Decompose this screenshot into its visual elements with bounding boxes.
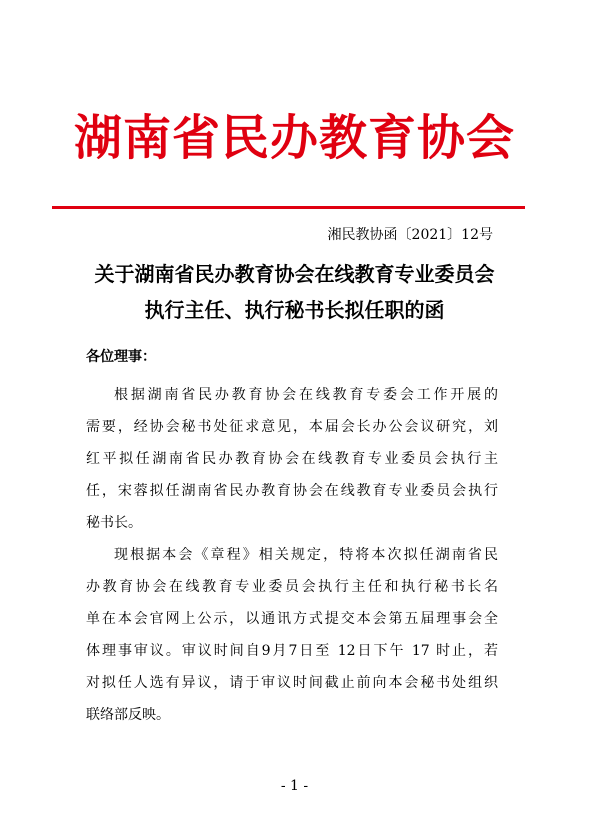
- letterhead-red-rule: [52, 206, 525, 209]
- paragraph-1-line: 秘书长。: [86, 515, 142, 531]
- paragraph-2-line: 对拟任人选有异议，请于审议时间截止前向本会秘书处组织: [86, 675, 498, 691]
- paragraph-2-line: 单在本会官网上公示，以通讯方式提交本会第五届理事会全: [86, 611, 498, 627]
- paragraph-1-line: 需要，经协会秘书处征求意见，本届会长办公会议研究，刘: [86, 419, 498, 435]
- paragraph-1-line: 根据湖南省民办教育协会在线教育专委会工作开展的: [114, 387, 498, 403]
- paragraph-2-line: 联络部反映。: [86, 707, 170, 723]
- paragraph-1-line: 任，宋蓉拟任湖南省民办教育协会在线教育专业委员会执行: [86, 483, 498, 499]
- document-title-line: 执行主任、执行秘书长拟任职的函: [144, 298, 445, 322]
- paragraph-1-line: 红平拟任湖南省民办教育协会在线教育专业委员会执行主: [86, 451, 498, 467]
- page-number: - 1 -: [280, 778, 309, 794]
- document-title-line: 关于湖南省民办教育协会在线教育专业委员会: [94, 262, 495, 286]
- salutation: 各位理事：: [86, 349, 156, 365]
- paragraph-2-line: 办教育协会在线教育专业委员会执行主任和执行秘书长名: [86, 579, 498, 595]
- paragraph-2-line: 现根据本会《章程》相关规定，特将本次拟任湖南省民: [114, 547, 498, 563]
- paragraph-2-line: 体理事审议。审议时间自9月7日至 12日下午 17 时止，若: [86, 643, 498, 659]
- document-number: 湘民教协函〔2021〕12号: [327, 227, 493, 243]
- letterhead-title: 湖南省民办教育协会: [73, 110, 515, 166]
